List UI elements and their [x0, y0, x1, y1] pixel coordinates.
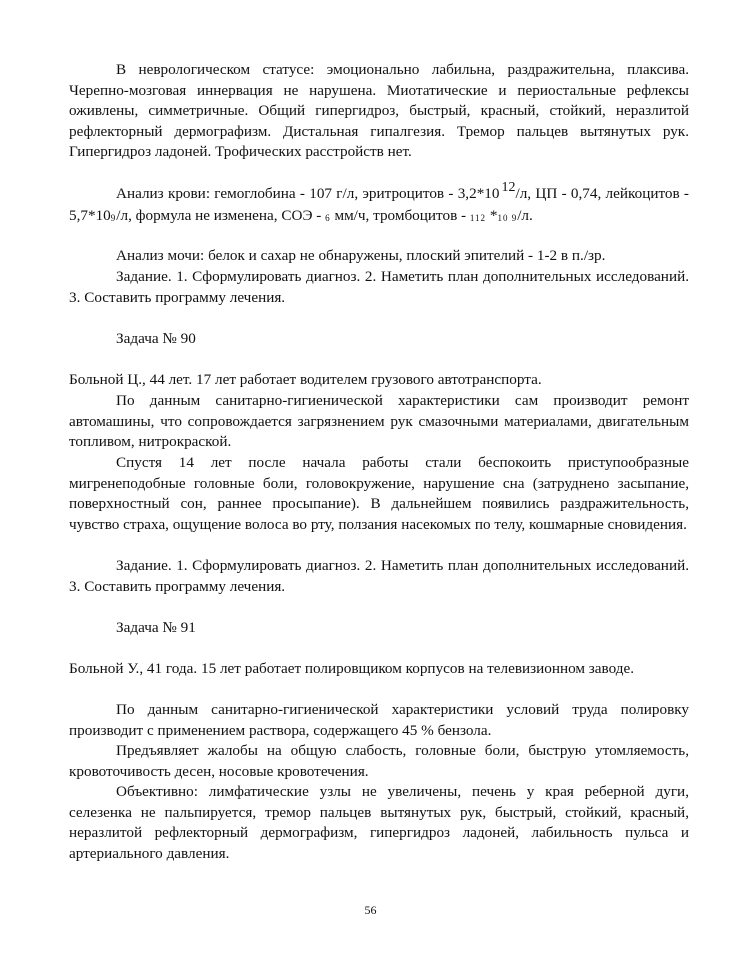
task-91-paragraph-3: Предъявляет жалобы на общую слабость, головные боли, быструю утомляемость, кровоточивость десен, носовые кровотечения.	[69, 742, 689, 780]
blood-sub-4: 10 9	[497, 212, 518, 223]
task-paragraph-1: Задание. 1. Сформулировать диагноз. 2. Наметить план дополнительных исследований. 3. Составить программу лечения.	[69, 268, 689, 306]
blood-text-a: Анализ крови: гемоглобина - 107 г/л, эритроцитов - 3,2*10	[116, 185, 500, 202]
blood-text-d: мм/ч, тромбоцитов -	[330, 206, 470, 224]
page-number: 56	[364, 903, 377, 917]
blood-sub-3: 112	[469, 212, 487, 223]
task-91-paragraph-2: По данным санитарно-гигиенической характеристики условий труда полировку производит с применением раствора, содержащего 45 % бензола.	[69, 701, 689, 739]
task-91-paragraph-1: Больной У., 41 года. 15 лет работает полировщиком корпусов на телевизионном заводе.	[69, 660, 635, 677]
heading-task-90: Задача № 90	[116, 330, 196, 347]
task-paragraph-2: Задание. 1. Сформулировать диагноз. 2. Наметить план дополнительных исследований. 3. Составить программу лечения.	[69, 557, 689, 595]
blood-sub-2: 6	[325, 212, 331, 223]
task-91-paragraph-4: Объективно: лимфатические узлы не увеличены, печень у края реберной дуги, селезенка не пальпируется, тремор пальцев вытянутых рук, быстрый, стойкий, красный, неразлитой рефлекторный дермографизм, гипергидроз ладоней, лабильность пульса и артериального давления.	[69, 783, 689, 862]
task-90-paragraph-1: Больной Ц., 44 лет. 17 лет работает водителем грузового автотранспорта.	[69, 371, 542, 388]
blood-sup: 12	[501, 180, 516, 195]
blood-text-e: *	[486, 206, 498, 224]
heading-task-91: Задача № 91	[116, 619, 196, 636]
blood-text-b: /л, ЦП - 0,74, лейкоцитов - 5,7*10	[69, 185, 689, 224]
blood-sub-1: 9	[110, 212, 117, 223]
blood-text-c: /л, формула не изменена, СОЭ -	[116, 206, 326, 224]
blood-text-f: /л.	[517, 206, 533, 224]
task-90-paragraph-2: По данным санитарно-гигиенической характеристики сам производит ремонт автомашины, что сопровождается загрязнением рук смазочными материалами, двигательным топливом, нитрокраской.	[69, 392, 689, 451]
urine-analysis-paragraph: Анализ мочи: белок и сахар не обнаружены, плоский эпителий - 1-2 в п./зр.	[116, 247, 606, 264]
blood-analysis-paragraph	[69, 180, 689, 228]
neuro-status-paragraph: В неврологическом статусе: эмоционально лабильна, раздражительна, плаксива. Черепно-мозговая иннервация не нарушена. Миотатические и периостальные рефлексы оживлены, симметричные. Общий гипергидроз, быстрый, красный, стойкий, неразлитой рефлекторный дермографизм. Дистальная гипалгезия. Тремор пальцев вытянутых рук. Гипергидроз ладоней. Трофических расстройств нет.	[69, 61, 689, 161]
task-90-paragraph-3: Спустя 14 лет после начала работы стали беспокоить приступообразные мигренеподобные головные боли, головокружение, нарушение сна (затруднено засыпание, поверхностный сон, раннее просыпание). В дальнейшем появились раздражительность, чувство страха, ощущение волоса во рту, ползания насекомых по телу, кошмарные сновидения.	[69, 454, 689, 533]
